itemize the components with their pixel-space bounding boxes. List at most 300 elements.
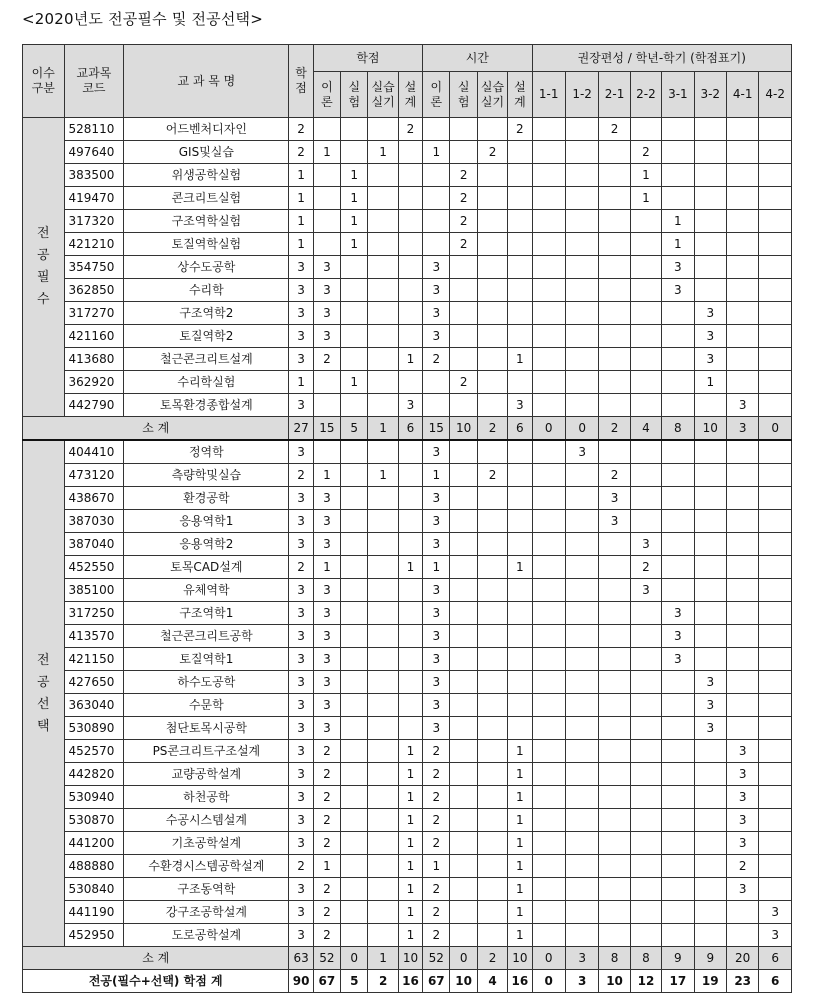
subtotal-credits: 63	[289, 947, 313, 970]
table-row	[23, 740, 792, 763]
credit-cell: 1	[398, 348, 422, 371]
semester-cell	[759, 325, 792, 348]
header-time-design: 설 계	[508, 72, 532, 118]
header-semester: 1-1	[532, 72, 565, 118]
time-cell	[450, 878, 477, 901]
semester-cell: 2	[630, 141, 661, 164]
credit-cell	[341, 740, 368, 763]
credit-cell	[341, 763, 368, 786]
course-name: 구조역학실험	[124, 210, 289, 233]
semester-cell	[759, 832, 792, 855]
course-name: 정역학	[124, 440, 289, 464]
time-cell	[450, 832, 477, 855]
semester-cell	[694, 878, 726, 901]
semester-cell	[565, 740, 598, 763]
time-cell: 3	[423, 440, 450, 464]
subtotal-semester-cell: 0	[532, 417, 565, 441]
semester-cell	[565, 556, 598, 579]
time-cell	[477, 210, 507, 233]
course-code: 438670	[64, 487, 124, 510]
course-credits: 3	[289, 717, 313, 740]
course-credits: 3	[289, 924, 313, 947]
time-cell: 3	[423, 717, 450, 740]
time-cell	[508, 371, 532, 394]
semester-cell	[662, 164, 694, 187]
subtotal-time-cell: 2	[477, 417, 507, 441]
semester-cell	[759, 348, 792, 371]
time-cell	[477, 855, 507, 878]
time-cell	[477, 371, 507, 394]
semester-cell: 3	[694, 694, 726, 717]
header-semester: 4-1	[726, 72, 758, 118]
semester-cell	[662, 809, 694, 832]
semester-cell	[694, 855, 726, 878]
credit-cell: 3	[313, 579, 340, 602]
semester-cell	[630, 878, 661, 901]
time-cell: 2	[450, 210, 477, 233]
semester-cell	[565, 210, 598, 233]
credit-cell	[398, 371, 422, 394]
credit-cell: 1	[341, 233, 368, 256]
semester-cell	[759, 371, 792, 394]
semester-cell	[630, 394, 661, 417]
credit-cell: 2	[313, 901, 340, 924]
semester-cell	[565, 279, 598, 302]
credit-cell	[368, 602, 398, 625]
time-cell: 1	[508, 878, 532, 901]
semester-cell	[726, 118, 758, 141]
time-cell: 1	[508, 740, 532, 763]
time-cell	[450, 556, 477, 579]
time-cell	[508, 279, 532, 302]
time-cell	[450, 440, 477, 464]
time-cell	[477, 187, 507, 210]
total-credits: 90	[289, 970, 313, 993]
table-row	[23, 371, 792, 394]
semester-cell	[726, 924, 758, 947]
credit-cell: 3	[313, 325, 340, 348]
semester-cell: 3	[662, 648, 694, 671]
semester-cell	[532, 279, 565, 302]
time-cell	[477, 302, 507, 325]
semester-cell: 3	[662, 279, 694, 302]
course-credits: 2	[289, 118, 313, 141]
table-row	[23, 118, 792, 141]
credit-cell	[368, 648, 398, 671]
semester-cell	[759, 648, 792, 671]
credit-cell: 3	[398, 394, 422, 417]
course-name: 철근콘크리트공학	[124, 625, 289, 648]
time-cell	[508, 187, 532, 210]
subtotal-time-cell: 52	[423, 947, 450, 970]
time-cell	[508, 625, 532, 648]
course-name: 수환경시스템공학설계	[124, 855, 289, 878]
time-cell	[508, 671, 532, 694]
total-credit-cell: 67	[313, 970, 340, 993]
course-credits: 3	[289, 302, 313, 325]
semester-cell	[565, 164, 598, 187]
semester-cell	[694, 256, 726, 279]
time-cell	[477, 533, 507, 556]
semester-cell	[532, 325, 565, 348]
header-semester: 4-2	[759, 72, 792, 118]
time-cell: 2	[477, 464, 507, 487]
semester-cell	[726, 279, 758, 302]
credit-cell: 3	[313, 648, 340, 671]
semester-cell	[565, 256, 598, 279]
credit-cell: 3	[313, 256, 340, 279]
semester-cell	[532, 579, 565, 602]
semester-cell	[532, 625, 565, 648]
semester-cell	[726, 256, 758, 279]
credit-cell: 1	[313, 464, 340, 487]
semester-cell	[599, 302, 630, 325]
credit-cell	[368, 187, 398, 210]
semester-cell	[662, 832, 694, 855]
course-code: 413680	[64, 348, 124, 371]
section-label-text: 전 공 선 택	[36, 652, 50, 734]
credit-cell	[368, 440, 398, 464]
course-name: 첨단토목시공학	[124, 717, 289, 740]
semester-cell	[662, 786, 694, 809]
semester-cell: 3	[726, 394, 758, 417]
table-row	[23, 302, 792, 325]
semester-cell	[694, 533, 726, 556]
header-time-lab: 실 험	[450, 72, 477, 118]
course-code: 421210	[64, 233, 124, 256]
semester-cell	[759, 256, 792, 279]
subtotal-time-cell: 10	[450, 417, 477, 441]
semester-cell: 3	[726, 832, 758, 855]
subtotal-time-cell: 6	[508, 417, 532, 441]
course-name: GIS및실습	[124, 141, 289, 164]
time-cell	[450, 325, 477, 348]
credit-cell	[341, 855, 368, 878]
section-label-text: 전 공 필 수	[36, 226, 50, 307]
semester-cell	[599, 233, 630, 256]
semester-cell	[759, 671, 792, 694]
course-code: 530870	[64, 809, 124, 832]
semester-cell	[599, 187, 630, 210]
time-cell: 1	[423, 464, 450, 487]
time-cell	[450, 487, 477, 510]
semester-cell	[726, 302, 758, 325]
subtotal-semester-cell: 6	[759, 947, 792, 970]
course-name: 수문학	[124, 694, 289, 717]
course-credits: 1	[289, 187, 313, 210]
course-code: 488880	[64, 855, 124, 878]
semester-cell	[565, 325, 598, 348]
course-code: 530890	[64, 717, 124, 740]
time-cell	[423, 210, 450, 233]
credit-cell	[368, 924, 398, 947]
time-cell	[508, 694, 532, 717]
course-credits: 1	[289, 233, 313, 256]
time-cell: 3	[423, 648, 450, 671]
time-cell	[477, 325, 507, 348]
course-code: 387040	[64, 533, 124, 556]
semester-cell	[565, 464, 598, 487]
time-cell	[508, 164, 532, 187]
semester-cell	[694, 648, 726, 671]
credit-cell: 2	[313, 763, 340, 786]
time-cell	[508, 533, 532, 556]
semester-cell	[726, 671, 758, 694]
semester-cell	[662, 118, 694, 141]
credit-cell: 1	[398, 809, 422, 832]
semester-cell	[565, 533, 598, 556]
semester-cell	[694, 579, 726, 602]
credit-cell: 3	[313, 602, 340, 625]
course-code: 354750	[64, 256, 124, 279]
credit-cell	[368, 786, 398, 809]
semester-cell	[630, 210, 661, 233]
credit-cell	[368, 210, 398, 233]
subtotal-time-cell: 2	[477, 947, 507, 970]
semester-cell	[662, 556, 694, 579]
time-cell: 2	[477, 141, 507, 164]
credit-cell	[398, 302, 422, 325]
header-time-group: 시간	[423, 45, 532, 72]
section-label	[23, 440, 65, 947]
semester-cell	[532, 763, 565, 786]
credit-cell	[313, 233, 340, 256]
time-cell	[477, 648, 507, 671]
semester-cell	[599, 694, 630, 717]
credit-cell	[341, 832, 368, 855]
semester-cell	[565, 118, 598, 141]
table-row	[23, 786, 792, 809]
semester-cell	[694, 740, 726, 763]
credit-cell	[368, 302, 398, 325]
credit-cell: 2	[398, 118, 422, 141]
semester-cell: 1	[630, 187, 661, 210]
time-cell: 2	[423, 740, 450, 763]
time-cell: 1	[423, 141, 450, 164]
semester-cell	[726, 187, 758, 210]
semester-cell	[662, 533, 694, 556]
semester-cell	[662, 694, 694, 717]
time-cell	[508, 648, 532, 671]
header-credit-group: 학점	[313, 45, 422, 72]
subtotal-time-cell: 15	[423, 417, 450, 441]
semester-cell	[694, 809, 726, 832]
subtotal-semester-cell: 8	[662, 417, 694, 441]
semester-cell	[565, 602, 598, 625]
course-credits: 3	[289, 901, 313, 924]
course-name: 토질역학2	[124, 325, 289, 348]
time-cell	[450, 510, 477, 533]
total-semester-cell: 23	[726, 970, 758, 993]
course-name: 상수도공학	[124, 256, 289, 279]
semester-cell	[662, 901, 694, 924]
total-credit-cell: 2	[368, 970, 398, 993]
credit-cell	[398, 164, 422, 187]
page-title: <2020년도 전공필수 및 전공선택>	[22, 10, 264, 28]
subtotal-credit-cell: 6	[398, 417, 422, 441]
semester-cell	[694, 763, 726, 786]
semester-cell	[694, 556, 726, 579]
course-name: PS콘크리트구조설계	[124, 740, 289, 763]
course-code: 528110	[64, 118, 124, 141]
semester-cell	[532, 464, 565, 487]
semester-cell: 3	[759, 924, 792, 947]
semester-cell	[759, 187, 792, 210]
subtotal-credits: 27	[289, 417, 313, 441]
total-semester-cell: 17	[662, 970, 694, 993]
time-cell: 2	[423, 763, 450, 786]
semester-cell	[599, 533, 630, 556]
semester-cell	[565, 487, 598, 510]
semester-cell	[599, 763, 630, 786]
semester-cell	[532, 187, 565, 210]
course-code: 419470	[64, 187, 124, 210]
credit-cell: 1	[398, 924, 422, 947]
credit-cell: 1	[368, 464, 398, 487]
table-row	[23, 763, 792, 786]
semester-cell	[662, 717, 694, 740]
time-cell	[450, 786, 477, 809]
semester-cell	[532, 487, 565, 510]
course-name: 토목환경종합설계	[124, 394, 289, 417]
semester-cell: 1	[662, 210, 694, 233]
semester-cell	[726, 325, 758, 348]
semester-cell	[532, 717, 565, 740]
total-time-cell: 4	[477, 970, 507, 993]
credit-cell: 1	[313, 141, 340, 164]
subtotal-credit-cell: 1	[368, 417, 398, 441]
time-cell: 1	[508, 763, 532, 786]
time-cell	[477, 671, 507, 694]
total-time-cell: 67	[423, 970, 450, 993]
semester-cell	[565, 625, 598, 648]
semester-cell	[662, 763, 694, 786]
time-cell	[450, 141, 477, 164]
semester-cell	[759, 394, 792, 417]
course-code: 421160	[64, 325, 124, 348]
course-name: 수공시스템설계	[124, 809, 289, 832]
credit-cell	[368, 325, 398, 348]
time-cell: 3	[423, 302, 450, 325]
semester-cell	[565, 924, 598, 947]
semester-cell	[532, 740, 565, 763]
time-cell	[477, 348, 507, 371]
semester-cell	[759, 487, 792, 510]
time-cell: 3	[423, 510, 450, 533]
semester-cell	[565, 394, 598, 417]
semester-cell	[759, 855, 792, 878]
semester-cell	[532, 394, 565, 417]
credit-cell	[398, 210, 422, 233]
credit-cell	[398, 141, 422, 164]
semester-cell	[662, 740, 694, 763]
table-row	[23, 602, 792, 625]
subtotal-semester-cell: 0	[565, 417, 598, 441]
table-row	[23, 279, 792, 302]
semester-cell	[726, 164, 758, 187]
time-cell	[450, 348, 477, 371]
time-cell: 2	[423, 924, 450, 947]
time-cell	[450, 763, 477, 786]
time-cell: 2	[423, 348, 450, 371]
semester-cell	[759, 556, 792, 579]
course-name: 토목CAD설계	[124, 556, 289, 579]
credit-cell: 2	[313, 924, 340, 947]
credit-cell	[368, 832, 398, 855]
header-credit-theory: 이 론	[313, 72, 340, 118]
subtotal-row	[23, 417, 792, 441]
time-cell	[477, 878, 507, 901]
course-code: 385100	[64, 579, 124, 602]
course-code: 317250	[64, 602, 124, 625]
credit-cell	[313, 210, 340, 233]
course-credits: 3	[289, 256, 313, 279]
semester-cell	[694, 602, 726, 625]
time-cell: 2	[423, 878, 450, 901]
credit-cell	[341, 141, 368, 164]
semester-cell	[565, 809, 598, 832]
semester-cell: 3	[694, 348, 726, 371]
credit-cell	[341, 694, 368, 717]
time-cell	[450, 394, 477, 417]
table-row	[23, 694, 792, 717]
semester-cell	[630, 256, 661, 279]
time-cell	[508, 487, 532, 510]
credit-cell	[313, 187, 340, 210]
header-time-practice: 실습 실기	[477, 72, 507, 118]
table-row	[23, 832, 792, 855]
time-cell: 2	[423, 901, 450, 924]
time-cell: 1	[508, 348, 532, 371]
course-code: 317270	[64, 302, 124, 325]
semester-cell	[630, 118, 661, 141]
time-cell	[508, 717, 532, 740]
semester-cell	[599, 579, 630, 602]
semester-cell	[532, 210, 565, 233]
semester-cell	[599, 671, 630, 694]
header-semester: 2-2	[630, 72, 661, 118]
semester-cell	[532, 533, 565, 556]
semester-cell	[759, 717, 792, 740]
time-cell	[477, 510, 507, 533]
semester-cell	[759, 118, 792, 141]
course-name: 구조동역학	[124, 878, 289, 901]
course-name: 토질역학1	[124, 648, 289, 671]
time-cell	[450, 901, 477, 924]
credit-cell	[398, 279, 422, 302]
credit-cell	[368, 556, 398, 579]
semester-cell	[759, 141, 792, 164]
time-cell: 2	[450, 371, 477, 394]
subtotal-semester-cell: 0	[759, 417, 792, 441]
course-code: 362920	[64, 371, 124, 394]
semester-cell	[759, 625, 792, 648]
course-code: 441200	[64, 832, 124, 855]
time-cell: 2	[423, 786, 450, 809]
semester-cell	[565, 671, 598, 694]
semester-cell: 2	[726, 855, 758, 878]
semester-cell: 3	[662, 625, 694, 648]
semester-cell: 3	[726, 878, 758, 901]
credit-cell: 2	[313, 878, 340, 901]
time-cell: 3	[508, 394, 532, 417]
semester-cell	[726, 694, 758, 717]
time-cell	[450, 279, 477, 302]
credit-cell: 3	[313, 510, 340, 533]
semester-cell: 3	[599, 487, 630, 510]
credit-cell	[368, 256, 398, 279]
subtotal-semester-cell: 8	[599, 947, 630, 970]
